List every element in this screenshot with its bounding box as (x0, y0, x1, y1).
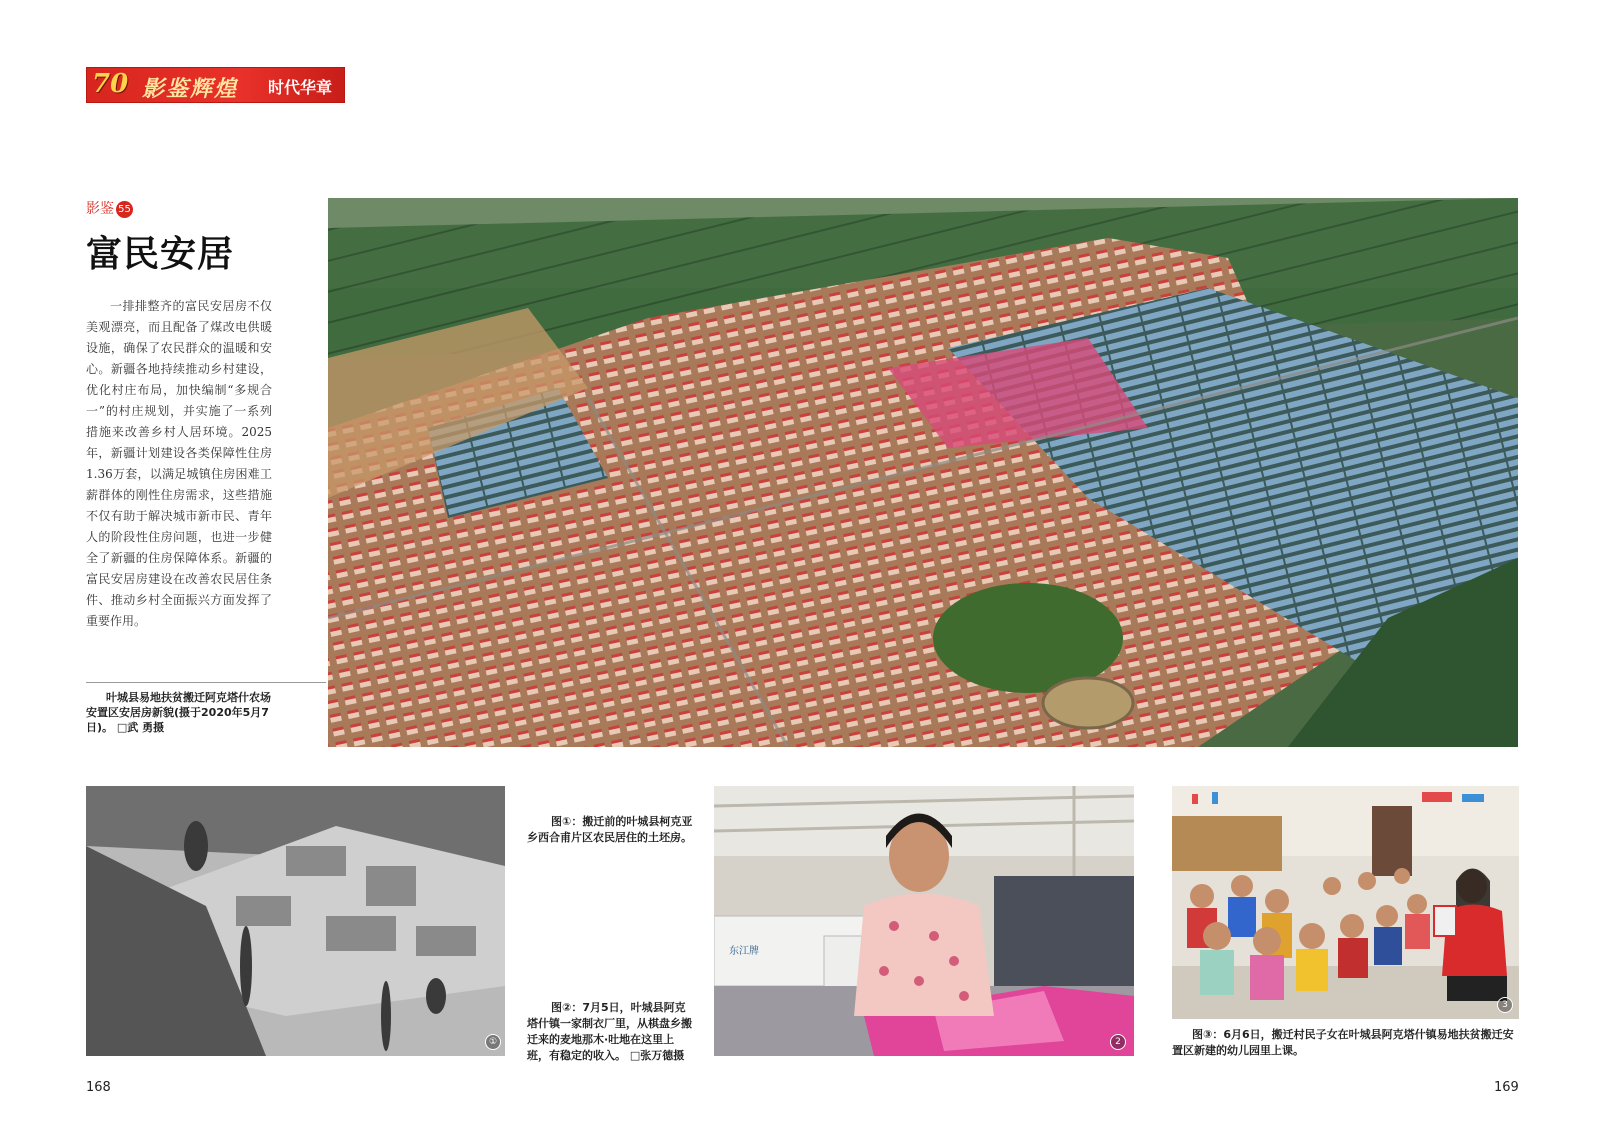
kindergarten-illustration (1172, 786, 1519, 1019)
photo-garment-factory (714, 786, 1134, 1056)
photo1-number-badge: ① (485, 1034, 501, 1050)
section-tag-label: 影鉴 (86, 201, 114, 217)
photo3-caption: 图③：6月6日，搬迁村民子女在叶城县阿克塔什镇易地扶贫搬迁安置区新建的幼儿园里上课。 (1172, 1028, 1514, 1057)
article-body: 一排排整齐的富民安居房不仅美观漂亮，而且配备了煤改电供暖设施，确保了农民群众的温暖和安心。新疆各地持续推动乡村建设，优化村庄布局，加快编制“多规合一”的村庄规划，并实施了一系列措施来改善乡村人居环境。2025年，新疆计划建设各类保障性住房1.36万套，以满足城镇住房困难工薪群体的刚性住房需求，这些措施不仅有助于解决城市新市民、青年人的阶段性住房问题，也进一步健全了新疆的住房保障体系。新疆的富民安居房建设在改善农民居住条件、推动乡村全面振兴方面发挥了重要作用。 (86, 299, 272, 628)
main-aerial-photo (328, 198, 1518, 747)
factory-worker-illustration (714, 786, 1134, 1056)
photo-old-mud-houses (86, 786, 505, 1056)
photo-kindergarten (1172, 786, 1519, 1019)
caption-divider (86, 682, 326, 683)
section-number-badge: 55 (116, 201, 133, 218)
old-village-illustration (86, 786, 505, 1056)
page-number-left: 168 (86, 1080, 111, 1095)
photo3-number-badge: 3 (1497, 997, 1513, 1013)
photo2-number-badge: 2 (1110, 1034, 1126, 1050)
page-number-right: 169 (1494, 1080, 1519, 1095)
article-title: 富民安居 (86, 233, 235, 275)
machine-brand-label: 东江牌 (729, 946, 759, 957)
banner-script-title: 影鉴辉煌 (142, 76, 239, 102)
photo1-caption: 图①：搬迁前的叶城县柯克亚乡西合甫片区农民居住的土坯房。 (527, 815, 693, 844)
main-photo-caption: 叶城县易地扶贫搬迁阿克塔什农场安置区安居房新貌(摄于2020年5月7日)。 □武 勇摄 (86, 691, 271, 734)
banner-subtitle: 时代华章 (268, 78, 333, 97)
photo2-caption: 图②：7月5日，叶城县阿克塔什镇一家制衣厂里，从棋盘乡搬迁来的麦地那木·吐地在这里上班，有稳定的收入。 □张万德摄 (527, 1001, 692, 1062)
anniversary-logo: 70 (92, 69, 129, 99)
header-banner (86, 67, 345, 103)
section-tag (86, 198, 133, 218)
aerial-village-illustration (328, 198, 1518, 747)
